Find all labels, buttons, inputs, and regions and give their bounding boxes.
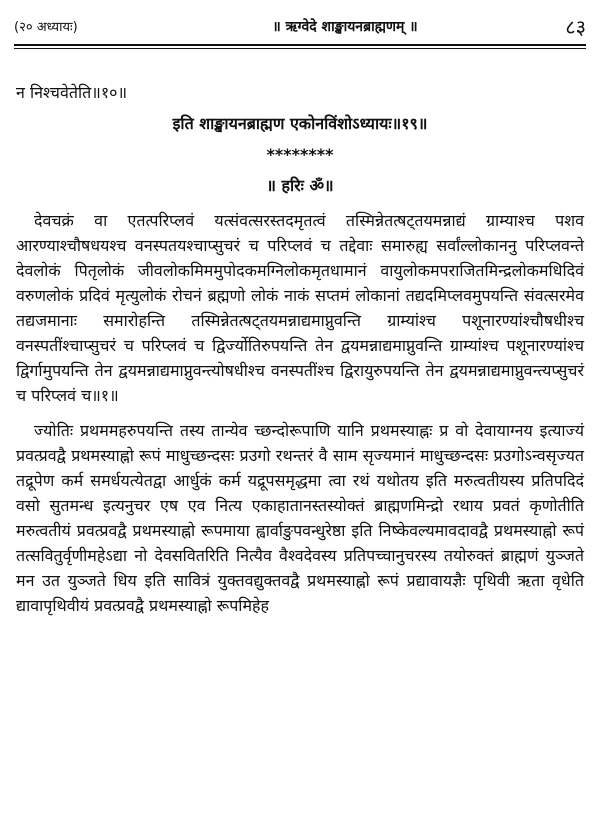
- section-separator: ********: [266, 145, 334, 164]
- verse-end-line: न निश्चवेतेति॥१०॥: [16, 83, 128, 102]
- chapter-label: (२० अध्यायः): [14, 20, 78, 35]
- running-header: [14, 10, 586, 42]
- page-number: ८३: [565, 14, 586, 39]
- header-divider: [14, 44, 586, 49]
- paragraph-2: ज्योतिः प्रथममहरुपयन्ति तस्य तान्येव च्छन्दोरूपाणि यानि प्रथमस्याह्नः प्र वो देवायाग्नय इत्याज्यं प्रवत्प्रवद्वै प्रथमस्याह्नो रूपं माधुच्छन्दसः प्रउगो रथन्तरं वै साम सृज्यमानं माधुच्छन्दसः प्रउगोऽन्वसृज्यत तद्रूपेण कर्म समर्धयत्येतद्वा आर्धुकं कर्म यद्रूपसमृद्धमा त्वा रथं यथोतय इति मरुत्वतीयस्य प्रतिपदिदं वसो सुतमन्ध इत्यनुचर एष एव नित्य एकाहातानस्तस्योक्तं ब्राह्मणमिन्द्रो रथाय प्रवतं कृणोतीति मरुत्वतीयं प्रवत्प्रवद्वै प्रथमस्याह्नो रूपमाया ह्वार्वाङुपवन्धुरेष्ठा इति निष्केवल्यमावदावद्वै प्रथमस्याह्नो रूपं तत्सवितुर्वृणीमहेऽद्या नो देवसवितरिति नित्यैव वैश्वदेवस्य प्रतिपच्चानुचरस्य तयोरुक्तं ब्राह्मणं युञ्जते मन उत युञ्जते धिय इति सावित्रं युक्तवद्युक्तवद्वै प्रथमस्याह्नो रूपं प्रद्यावायज्ञैः पृथिवी ऋता वृधेति द्यावापृथिवीयं प्रवत्प्रवद्वै प्रथमस्याह्नो रूपमिहेह: [16, 421, 584, 615]
- page-body: [16, 80, 584, 618]
- invocation-heading: ॥ हरिः ॐ॥: [266, 176, 334, 195]
- paragraph-1: देवचक्रं वा एतत्परिप्लवं यत्संवत्सरस्तदमृतत्वं तस्मिन्नेतत्षट्तयमन्नाद्यं ग्राम्याश्च पशव आरण्याश्चौषधयश्च वनस्पतयश्चाप्सुचरं च परिप्लवं च तद्देवाः समारुह्य सर्वांल्लोकाननु परिप्लवन्ते देवलोकं पितृलोकं जीवलोकमिममुपोदकमग्निलोकमृतधामानं वायुलोकमपराजितमिन्द्रलोकमधिदिवं वरुणलोकं प्रदिवं मृत्युलोकं रोचनं ब्रह्मणो लोकं नाकं सप्तमं लोकानां तद्यदमिप्लवमुपयन्ति संवत्सरमेव तद्यजमानाः समारोहन्ति तस्मिन्नेतत्षट्तयमन्नाद्यमाप्नुवन्ति ग्राम्यांश्च पशूनारण्यांश्चौषधीश्च वनस्पतींश्चाप्सुचरं च परिप्लवं च द्विर्ज्योतिरुपयन्ति तेन द्वयमन्नाद्यमाप्नुवन्ति ग्राम्यांश्च पशूनारण्यांश्च द्विर्गामुपयन्ति तेन द्वयमन्नाद्यमाप्नुवन्त्योषधीश्च वनस्पतींश्च द्विरायुरुपयन्ति तेन द्वयमन्नाद्यमाप्नुवन्त्यप्सुचरं च परिप्लवं च॥१॥: [16, 211, 584, 405]
- book-title: ॥ ऋग्वेदे शाङ्खायनब्राह्मणम् ॥: [272, 18, 418, 35]
- chapter-colophon: इति शाङ्खायनब्राह्मण एकोनविंशोऽध्यायः॥१९॥: [172, 114, 428, 133]
